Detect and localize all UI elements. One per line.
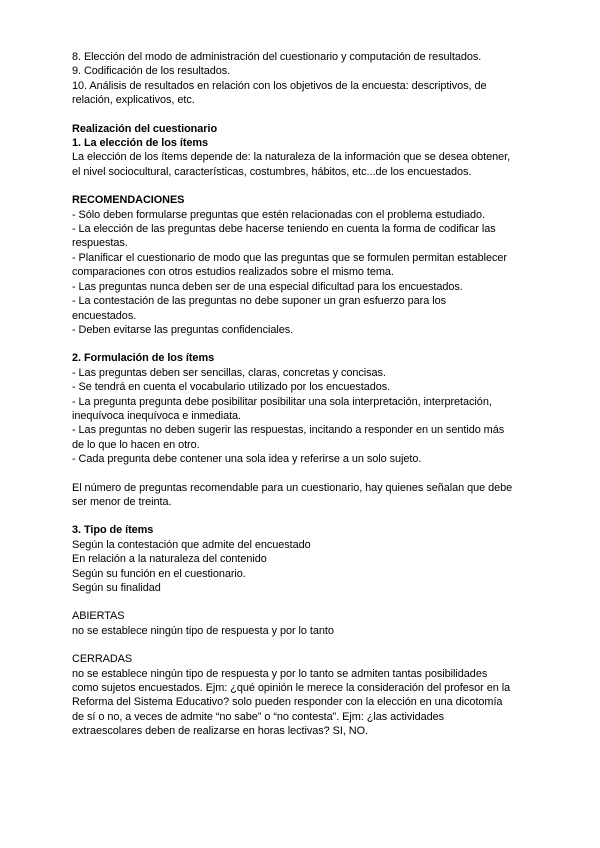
list-item: - Las preguntas deben ser sencillas, claras, concretas y concisas. [72,366,386,379]
section-realizacion [72,122,532,180]
list-item: - Se tendrá en cuenta el vocabulario utilizado por los encuestados. [72,381,391,394]
section-tipo [72,523,532,595]
list-item: 8. Elección del modo de administración del cuestionario y computación de resultados. [72,51,482,63]
list-item: - Deben evitarse las preguntas confidenciales. [72,323,294,336]
paragraph-line: extraescolares deben de realizarse en horas lectivas? SI, NO. [72,725,368,738]
section-subheading: 1. La elección de los ítems [72,137,209,150]
list-item: encuestados. [72,309,137,322]
paragraph-line: La elección de los ítems depende de: la naturaleza de la información que se desea obtener, [72,151,511,164]
list-item: - Cada pregunta debe contener una sola idea y referirse a un solo sujeto. [72,453,422,466]
section-heading: ABIERTAS [72,610,125,623]
list-item: Según su finalidad [72,582,161,594]
section-cerradas [72,652,532,738]
list-item: de lo que lo hacen en otro. [72,438,200,451]
document-page [72,50,532,739]
list-item: - Sólo deben formularse preguntas que estén relacionadas con el problema estudiado. [72,208,485,221]
section-heading: 2. Formulación de los ítems [72,352,215,365]
list-item: Según la contestación que admite del encuestado [72,538,311,551]
list-item: relación, explicativos, etc. [72,94,195,107]
section-abiertas [72,609,532,638]
paragraph-line: el nivel sociocultural, características, costumbres, hábitos, etc...de los encuestados. [72,165,472,178]
paragraph-line: de sí o no, a veces de admite “no sabe” o “no contesta”. Ejm: ¿las actividades [72,710,445,723]
paragraph-line: Reforma del Sistema Educativo? solo pueden responder con la elección en una dicotomía [72,696,503,709]
paragraph-numero [72,481,532,510]
section-formulacion [72,351,532,466]
paragraph-line: ser menor de treinta. [72,495,172,508]
paragraph-line: no se establece ningún tipo de respuesta y por lo tanto se admiten tantas posibilidades [72,667,488,680]
list-item: - La pregunta pregunta debe posibilitar posibilitar una sola interpretación, interpretación, [72,395,492,408]
list-item: - Las preguntas no deben sugerir las respuestas, incitando a responder en un sentido más [72,424,505,437]
paragraph-line: El número de preguntas recomendable para un cuestionario, hay quienes señalan que debe [72,481,513,494]
list-item: 9. Codificación de los resultados. [72,65,231,78]
section-heading: Realización del cuestionario [72,122,218,135]
list-item: En relación a la naturaleza del contenido [72,553,267,566]
section-heading: RECOMENDACIONES [72,194,185,207]
list-item: comparaciones con otros estudios realizados sobre el mismo tema. [72,266,394,279]
paragraph-line: como sujetos encuestados. Ejm: ¿qué opinión le merece la consideración del profesor en la [72,682,511,695]
section-heading: 3. Tipo de ítems [72,524,154,537]
list-item: - Las preguntas nunca deben ser de una especial dificultad para los encuestados. [72,280,463,293]
list-item: - La contestación de las preguntas no debe suponer un gran esfuerzo para los [72,295,446,308]
list-item: - La elección de las preguntas debe hacerse teniendo en cuenta la forma de codificar las [72,223,496,236]
list-item: inequívoca inequívoca e inmediata. [72,409,242,422]
list-item: respuestas. [72,237,128,250]
section-heading: CERRADAS [72,653,133,666]
list-continuation [72,50,532,108]
section-recomendaciones [72,193,532,337]
paragraph-line: no se establece ningún tipo de respuesta y por lo tanto [72,624,334,637]
list-item: - Planificar el cuestionario de modo que las preguntas que se formulen permitan establecer [72,251,508,264]
list-item: Según su función en el cuestionario. [72,567,246,580]
list-item: 10. Análisis de resultados en relación con los objetivos de la encuesta: descriptivos, de [72,79,487,92]
